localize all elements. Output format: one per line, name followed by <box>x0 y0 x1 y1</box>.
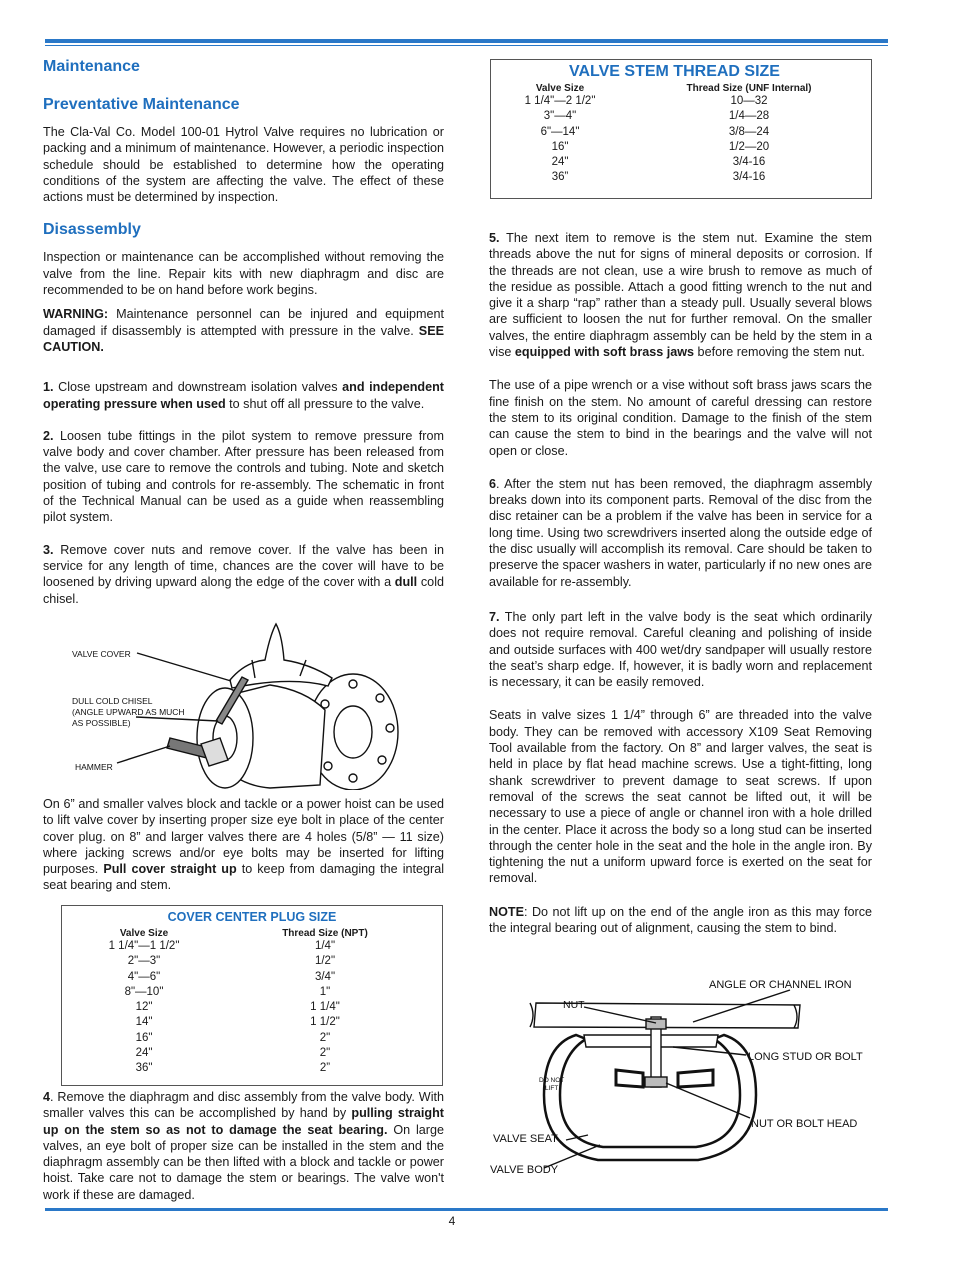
stem-thread-col-thread: Thread Size (UNF Internal) <box>686 83 812 94</box>
step-1 <box>43 379 444 412</box>
right-column <box>489 230 872 952</box>
table-cell: 12" <box>135 1001 153 1014</box>
step-6-text: . After the stem nut has been removed, the diaphragm assembly breaks down into its component parts. Removal of the disc from the disc retainer can be a problem if the valve has been in service for a long time. Using two screwdrivers inserted along the outside edge of the disc usually will accomplish its removal. Care should be taken to preserve the spacer washers in water, particularly if no new ones are available for re-assembly. <box>489 476 872 589</box>
step-3-text-b: dull <box>394 575 418 590</box>
step-4 <box>43 1089 444 1203</box>
table-cell: 1 1/4"—1 1/2" <box>108 940 180 952</box>
table-cell: 1" <box>319 985 331 998</box>
table-row <box>62 985 442 1000</box>
label-valve-seat: VALVE SEAT <box>493 1133 558 1145</box>
table-cell: 10—32 <box>730 95 768 107</box>
heading-maintenance: Maintenance <box>43 58 140 75</box>
step-4-wrap <box>43 1089 444 1219</box>
table-cell: 36" <box>135 1062 153 1075</box>
step-5-num: 5. <box>489 231 500 245</box>
hoist-text-c: to keep from damaging the integral seat bearing and stem. <box>43 862 444 893</box>
table-cell: 3/4-16 <box>732 156 766 169</box>
table-cell: 1/4—28 <box>728 110 770 123</box>
top-rule-thin <box>45 45 888 46</box>
step-2-num: 2. <box>43 428 54 443</box>
step-1-num: 1. <box>43 380 54 395</box>
label-do-not-2: LIFT <box>545 1085 559 1092</box>
table-cell: 1 1/4" <box>310 1001 340 1014</box>
table-cell: 1/2—20 <box>728 140 770 153</box>
hoist-paragraph <box>43 796 444 894</box>
label-chisel-2: (ANGLE UPWARD AS MUCH <box>72 707 185 717</box>
warning-text: Maintenance personnel can be injured and equipment damaged if disassembly is attempted with pressure in the valve. <box>43 307 444 338</box>
table-row <box>62 1046 442 1061</box>
top-rule <box>45 39 888 43</box>
table-cell: 1 1/2" <box>310 1016 340 1029</box>
note-paragraph <box>489 904 872 937</box>
step-4-text-a: . Remove the diaphragm and disc assembly from the valve body. With smaller valves this can be accomplished by hand by <box>43 1090 444 1121</box>
step-4-num: 4 <box>43 1090 51 1104</box>
step-5-text-b: equipped with soft brass jaws <box>514 345 695 360</box>
heading-preventative: Preventative Maintenance <box>43 96 240 113</box>
table-row <box>62 1031 442 1046</box>
table-row <box>491 140 871 155</box>
label-bolt-head: NUT OR BOLT HEAD <box>751 1118 858 1130</box>
table-row <box>62 970 442 985</box>
table-row <box>62 939 442 954</box>
step-6 <box>489 476 872 590</box>
label-long-stud: LONG STUD OR BOLT <box>748 1051 863 1063</box>
step-7 <box>489 609 872 690</box>
warning-paragraph <box>43 306 444 355</box>
stem-thread-rows <box>491 94 871 186</box>
table-cell: 16" <box>551 140 569 153</box>
table-cell: 1 1/4"—2 1/2" <box>524 95 596 107</box>
table-row <box>62 1000 442 1015</box>
table-cell: 24" <box>135 1047 153 1060</box>
step-4-text-c: On large valves, an eye bolt of proper size can be installed in the stem and the diaphragm assembly can be then lifted with a block and tackle or power hoist. Take care not to damage the stem or bearings. The valve won't work if these are damaged. <box>43 1122 444 1202</box>
disassembly-paragraph: Inspection or maintenance can be accomplished without removing the valve from the line. Repair kits with new diaphragm and disc are recommended to be on hand before work begins. <box>43 250 444 298</box>
step-3-text-a: Remove cover nuts and remove cover. If the valve has been in service for any length of time, chances are the cover will have to be loosened by driving upward along the edge of the cover with a <box>43 542 444 590</box>
table-row <box>62 1061 442 1076</box>
label-chisel-3: AS POSSIBLE) <box>72 718 131 728</box>
table-cell: 36” <box>551 171 569 184</box>
cover-plug-header <box>62 928 442 939</box>
table-cell: 14" <box>135 1016 153 1029</box>
wrench-paragraph: The use of a pipe wrench or a vise without soft brass jaws scars the fine finish on the stem. No amount of careful dressing can restore the stem to its original condition. Damage to the finish of the stem can cause the stem to bind in the bearings and the valve will not open or close. <box>489 378 872 458</box>
table-cell: 1/4" <box>314 940 336 952</box>
chisel-diagram <box>70 620 400 790</box>
table-row <box>62 1015 442 1030</box>
table-row <box>491 109 871 124</box>
cover-plug-col-valve: Valve Size <box>119 928 169 939</box>
stem-thread-col-valve: Valve Size <box>535 83 585 94</box>
seat-removal-diagram <box>488 975 878 1190</box>
seats-paragraph: Seats in valve sizes 1 1/4” through 6” are threaded into the valve body. They can be removed with accessory X109 Seat Removing Tool available from the factory. On 8” and larger valves, the seat is held in place by flat head machine screws. Use a tight-fitting, long shank screwdriver to prevent damage to seat screws. If upon removal of the screws the seat cannot be lifted out, it will be necessary to use a piece of angle or channel iron with a hole drilled in the center. Place it across the body so a long stud can be inserted through the center hole in the seat and the hole in the angle iron. By tightening the nut a uniform upward force is exerted on the seat for removal. <box>489 708 872 886</box>
label-angle-iron: ANGLE OR CHANNEL IRON <box>709 979 852 991</box>
step-7-num: 7. <box>489 609 500 624</box>
stem-thread-title: VALVE STEM THREAD SIZE <box>569 63 780 80</box>
heading-disassembly: Disassembly <box>43 221 141 239</box>
table-cell: 24" <box>551 156 569 169</box>
label-valve-cover: VALVE COVER <box>72 649 131 659</box>
table-row <box>491 94 871 109</box>
step-1-text-c: to shut off all pressure to the valve. <box>225 396 425 411</box>
table-cell: 2" <box>319 1031 331 1044</box>
label-valve-body: VALVE BODY <box>490 1164 559 1176</box>
table-row <box>491 170 871 185</box>
step-3-num: 3. <box>43 542 54 557</box>
hoist-paragraph-wrap <box>43 796 444 910</box>
step-2-text: Loosen tube fittings in the pilot system to remove pressure from valve body and cover chamber. After pressure has been released from the valve, use care to remove the controls and tubing. Note and sketch position of tubing and controls for re-assembly. The schematic in front of the Technical Manual can be used as a guide when reassembling pilot system. <box>43 428 444 525</box>
hoist-text-a: On 6” and smaller valves block and tackle or a power hoist can be used to lift valve cover by inserting proper size eye bolt in place of the center cover plug. on 8” and larger valves there are 4 holes (5/8” — 11 size) where jacking screws and/or eye bolts may be inserted for lifting purposes. <box>43 797 444 877</box>
table-cell: 3/4" <box>314 970 336 983</box>
cover-plug-rows <box>62 939 442 1077</box>
bottom-rule <box>45 1208 888 1211</box>
cover-plug-title: COVER CENTER PLUG SIZE <box>167 910 337 924</box>
stem-thread-header <box>491 83 871 94</box>
step-3 <box>43 542 444 607</box>
table-cell: 1/2" <box>314 955 336 968</box>
step-3-text-c: cold chisel. <box>43 575 444 606</box>
step-7-text: The only part left in the valve body is the seat which ordinarily does not require removal. Careful cleaning and polishing of inside and outside surfaces with 400 wet/dry sandpaper will usually restore the seat’s sharp edge. If, however, it is badly worn and replacement is necessary, it can be easily removed. <box>489 609 872 690</box>
label-hammer: HAMMER <box>75 762 113 772</box>
label-chisel-1: DULL COLD CHISEL <box>72 696 153 706</box>
note-text: : Do not lift up on the end of the angle iron as this may force the integral bearing out of alignment, causing the stem to bind. <box>489 904 872 935</box>
cover-plug-col-thread: Thread Size (NPT) <box>282 928 368 939</box>
step-1-text-b: and independent operating pressure when used <box>43 380 445 411</box>
table-cell: 2” <box>319 1062 331 1075</box>
note-label: NOTE <box>489 904 524 919</box>
table-cell: 2"—3" <box>127 955 161 968</box>
stem-thread-table <box>490 59 872 199</box>
step-6-num: 6 <box>489 476 497 491</box>
table-cell: 4"—6" <box>127 970 161 983</box>
warning-see: SEE CAUTION. <box>43 323 444 354</box>
step-5-text-c: before removing the stem nut. <box>694 345 865 360</box>
left-column <box>43 58 444 623</box>
table-row <box>62 954 442 969</box>
hoist-text-b: Pull cover straight up <box>103 862 237 877</box>
step-5 <box>489 230 872 360</box>
step-5-text-a: The next item to remove is the stem nut. Examine the stem threads above the nut for signs of mineral deposits or corrosion. If the threads are not clean, use a wire brush to remove as much of the residue as possible. Attach a good fitting wrench to the nut and give it a sharp “rap” rather than a steady pull. Usually several blows are sufficient to loosen the nut for further removal. On the smaller valves, the entire diaphragm assembly can be held by the stem in a vise <box>489 231 872 360</box>
page-number: 4 <box>448 1214 456 1228</box>
table-row <box>491 155 871 170</box>
warning-label: WARNING: <box>43 307 109 322</box>
preventative-paragraph: The Cla-Val Co. Model 100-01 Hytrol Valve requires no lubrication or packing and a minimum of maintenance. However, a periodic inspection schedule should be established to determine how the operating conditions of the system are affecting the valve. The effect of these actions must be determined by inspection. <box>43 125 444 205</box>
table-cell: 3/8—24 <box>728 125 770 138</box>
step-4-text-b: pulling straight up on the stem so as not to damage the seat bearing. <box>43 1106 444 1137</box>
table-cell: 2" <box>319 1047 331 1060</box>
table-cell: 8"—10" <box>124 985 164 998</box>
table-row <box>491 125 871 140</box>
table-cell: 16" <box>135 1031 153 1044</box>
table-cell: 6"—14" <box>540 125 580 138</box>
table-cell: 3/4-16 <box>732 171 766 184</box>
step-2 <box>43 428 444 526</box>
step-1-text-a: Close upstream and downstream isolation valves <box>53 380 343 395</box>
cover-plug-table <box>61 905 443 1086</box>
table-cell: 3"—4" <box>543 110 577 123</box>
label-do-not-1: DO NOT <box>539 1077 565 1084</box>
label-nut: NUT <box>563 999 585 1011</box>
